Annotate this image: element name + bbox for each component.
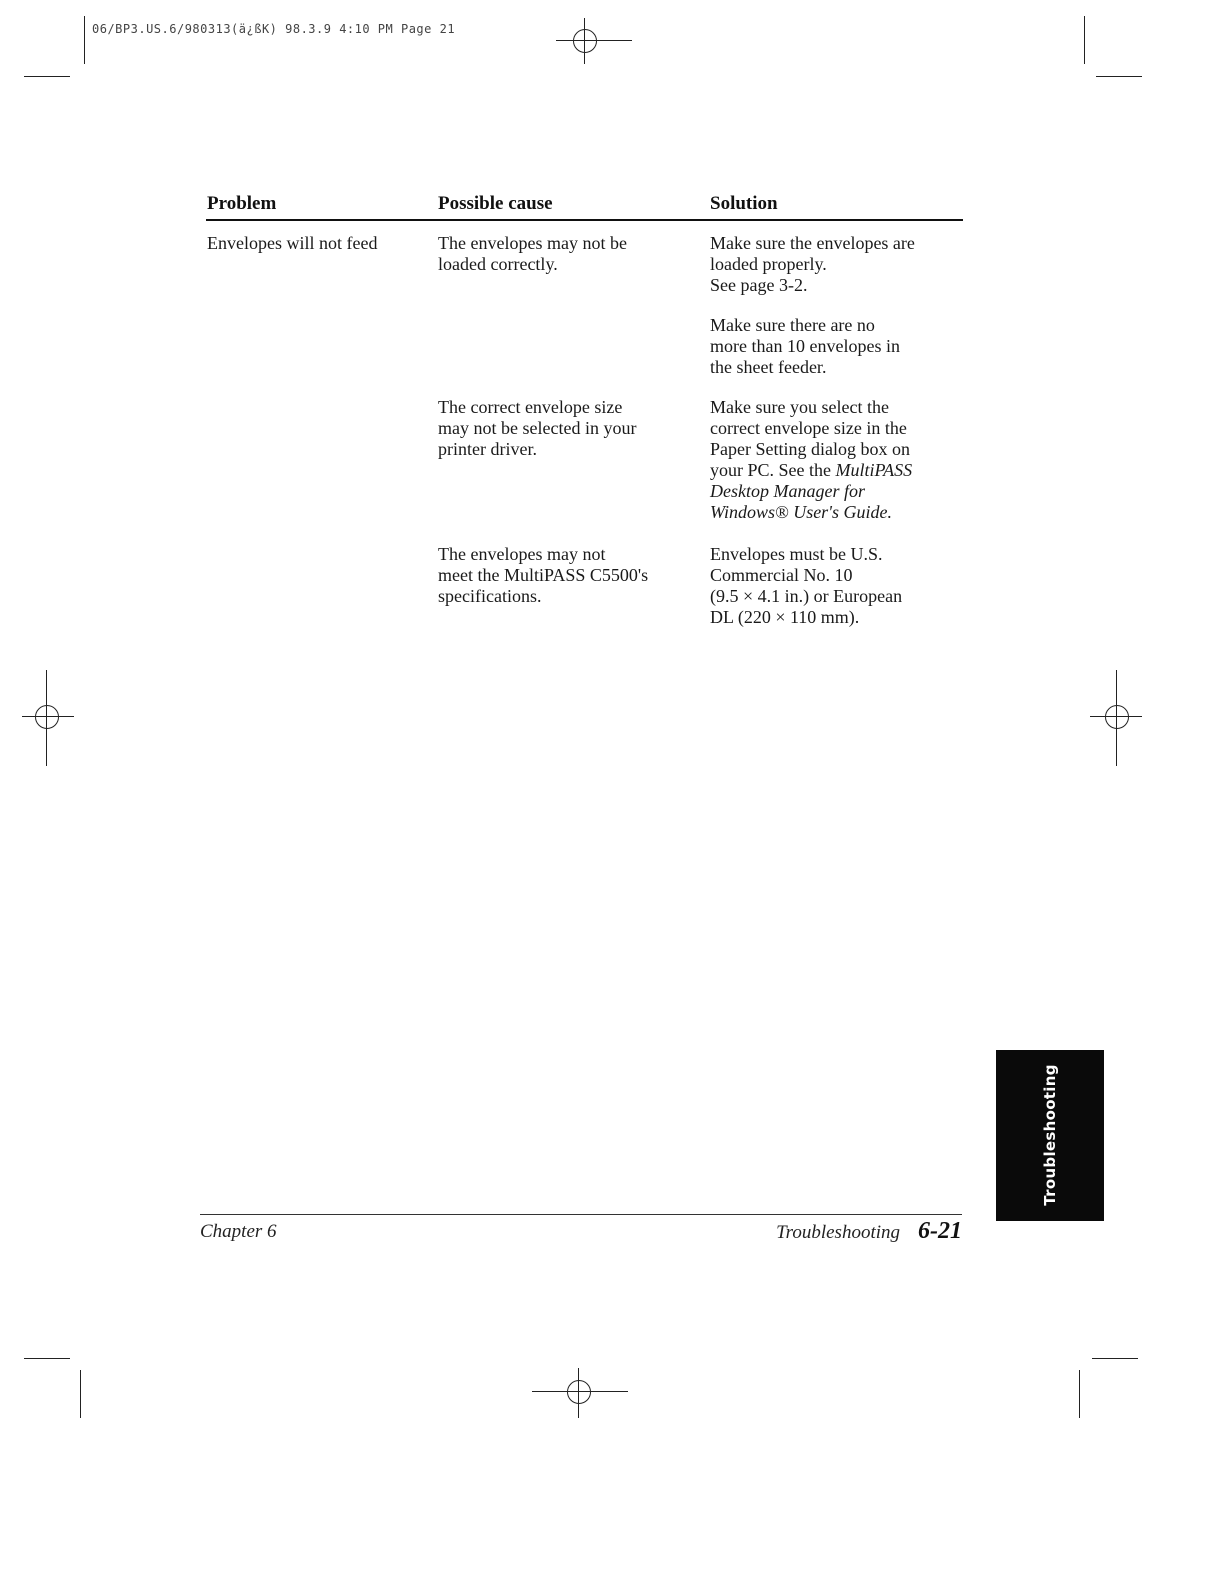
guide-title-italic: Windows® User's Guide. bbox=[710, 502, 893, 522]
guide-title-italic: Desktop Manager for bbox=[710, 481, 865, 501]
crop-mark bbox=[84, 16, 85, 64]
column-header-solution: Solution bbox=[710, 193, 778, 214]
solution-line: Make sure you select the bbox=[710, 397, 889, 417]
cause-line: loaded correctly. bbox=[438, 254, 558, 274]
crop-mark bbox=[80, 1370, 81, 1418]
registration-mark-left bbox=[22, 670, 74, 766]
solution-line: correct envelope size in the bbox=[710, 418, 907, 438]
footer-section: Troubleshooting bbox=[776, 1222, 900, 1243]
column-header-possible-cause: Possible cause bbox=[438, 193, 553, 214]
registration-mark-bottom bbox=[532, 1368, 628, 1418]
crop-mark bbox=[1079, 1370, 1080, 1418]
solution-cell bbox=[710, 397, 912, 523]
crop-mark bbox=[1084, 16, 1085, 64]
cause-line: printer driver. bbox=[438, 439, 537, 459]
solution-line: Commercial No. 10 bbox=[710, 565, 853, 585]
solution-cell bbox=[710, 315, 900, 378]
page-number: 6-21 bbox=[918, 1218, 962, 1244]
cause-line: may not be selected in your bbox=[438, 418, 637, 438]
solution-text: your PC. See the bbox=[710, 460, 836, 480]
solution-line: Make sure the envelopes are bbox=[710, 233, 915, 253]
solution-line: See page 3-2. bbox=[710, 275, 808, 295]
registration-mark-right bbox=[1090, 670, 1142, 766]
solution-line bbox=[710, 460, 912, 481]
cause-cell bbox=[438, 397, 636, 460]
crop-mark bbox=[1092, 1358, 1138, 1359]
solution-line bbox=[710, 502, 912, 523]
section-tab-label: Troubleshooting bbox=[1041, 1064, 1059, 1206]
section-tab bbox=[996, 1050, 1104, 1221]
solution-line: (9.5 × 4.1 in.) or European bbox=[710, 586, 903, 606]
problem-cell: Envelopes will not feed bbox=[207, 233, 378, 253]
solution-line bbox=[710, 481, 912, 502]
solution-cell bbox=[710, 233, 915, 296]
solution-line: more than 10 envelopes in bbox=[710, 336, 900, 356]
solution-line: loaded properly. bbox=[710, 254, 827, 274]
print-slug: 06/BP3.US.6/980313(ä¿ßK) 98.3.9 4:10 PM Page 21 bbox=[92, 22, 456, 36]
solution-cell bbox=[710, 544, 902, 628]
crop-mark bbox=[24, 1358, 70, 1359]
cause-cell bbox=[438, 544, 648, 607]
solution-line: DL (220 × 110 mm). bbox=[710, 607, 860, 627]
solution-line: the sheet feeder. bbox=[710, 357, 827, 377]
cause-line: The envelopes may not bbox=[438, 544, 606, 564]
footer-page-info bbox=[760, 1218, 962, 1245]
column-header-problem: Problem bbox=[207, 193, 277, 214]
cause-line: specifications. bbox=[438, 586, 542, 606]
header-rule bbox=[206, 219, 963, 221]
registration-mark-top bbox=[556, 18, 632, 64]
cause-cell bbox=[438, 233, 627, 275]
footer-rule bbox=[200, 1214, 962, 1215]
cause-line: The envelopes may not be bbox=[438, 233, 627, 253]
guide-title-italic: MultiPASS bbox=[835, 460, 913, 480]
cause-line: meet the MultiPASS C5500's bbox=[438, 565, 649, 585]
crop-mark bbox=[24, 76, 70, 77]
cause-line: The correct envelope size bbox=[438, 397, 623, 417]
solution-line: Paper Setting dialog box on bbox=[710, 439, 910, 459]
solution-line: Make sure there are no bbox=[710, 315, 875, 335]
footer-chapter: Chapter 6 bbox=[200, 1221, 277, 1242]
solution-line: Envelopes must be U.S. bbox=[710, 544, 883, 564]
crop-mark bbox=[1096, 76, 1142, 77]
